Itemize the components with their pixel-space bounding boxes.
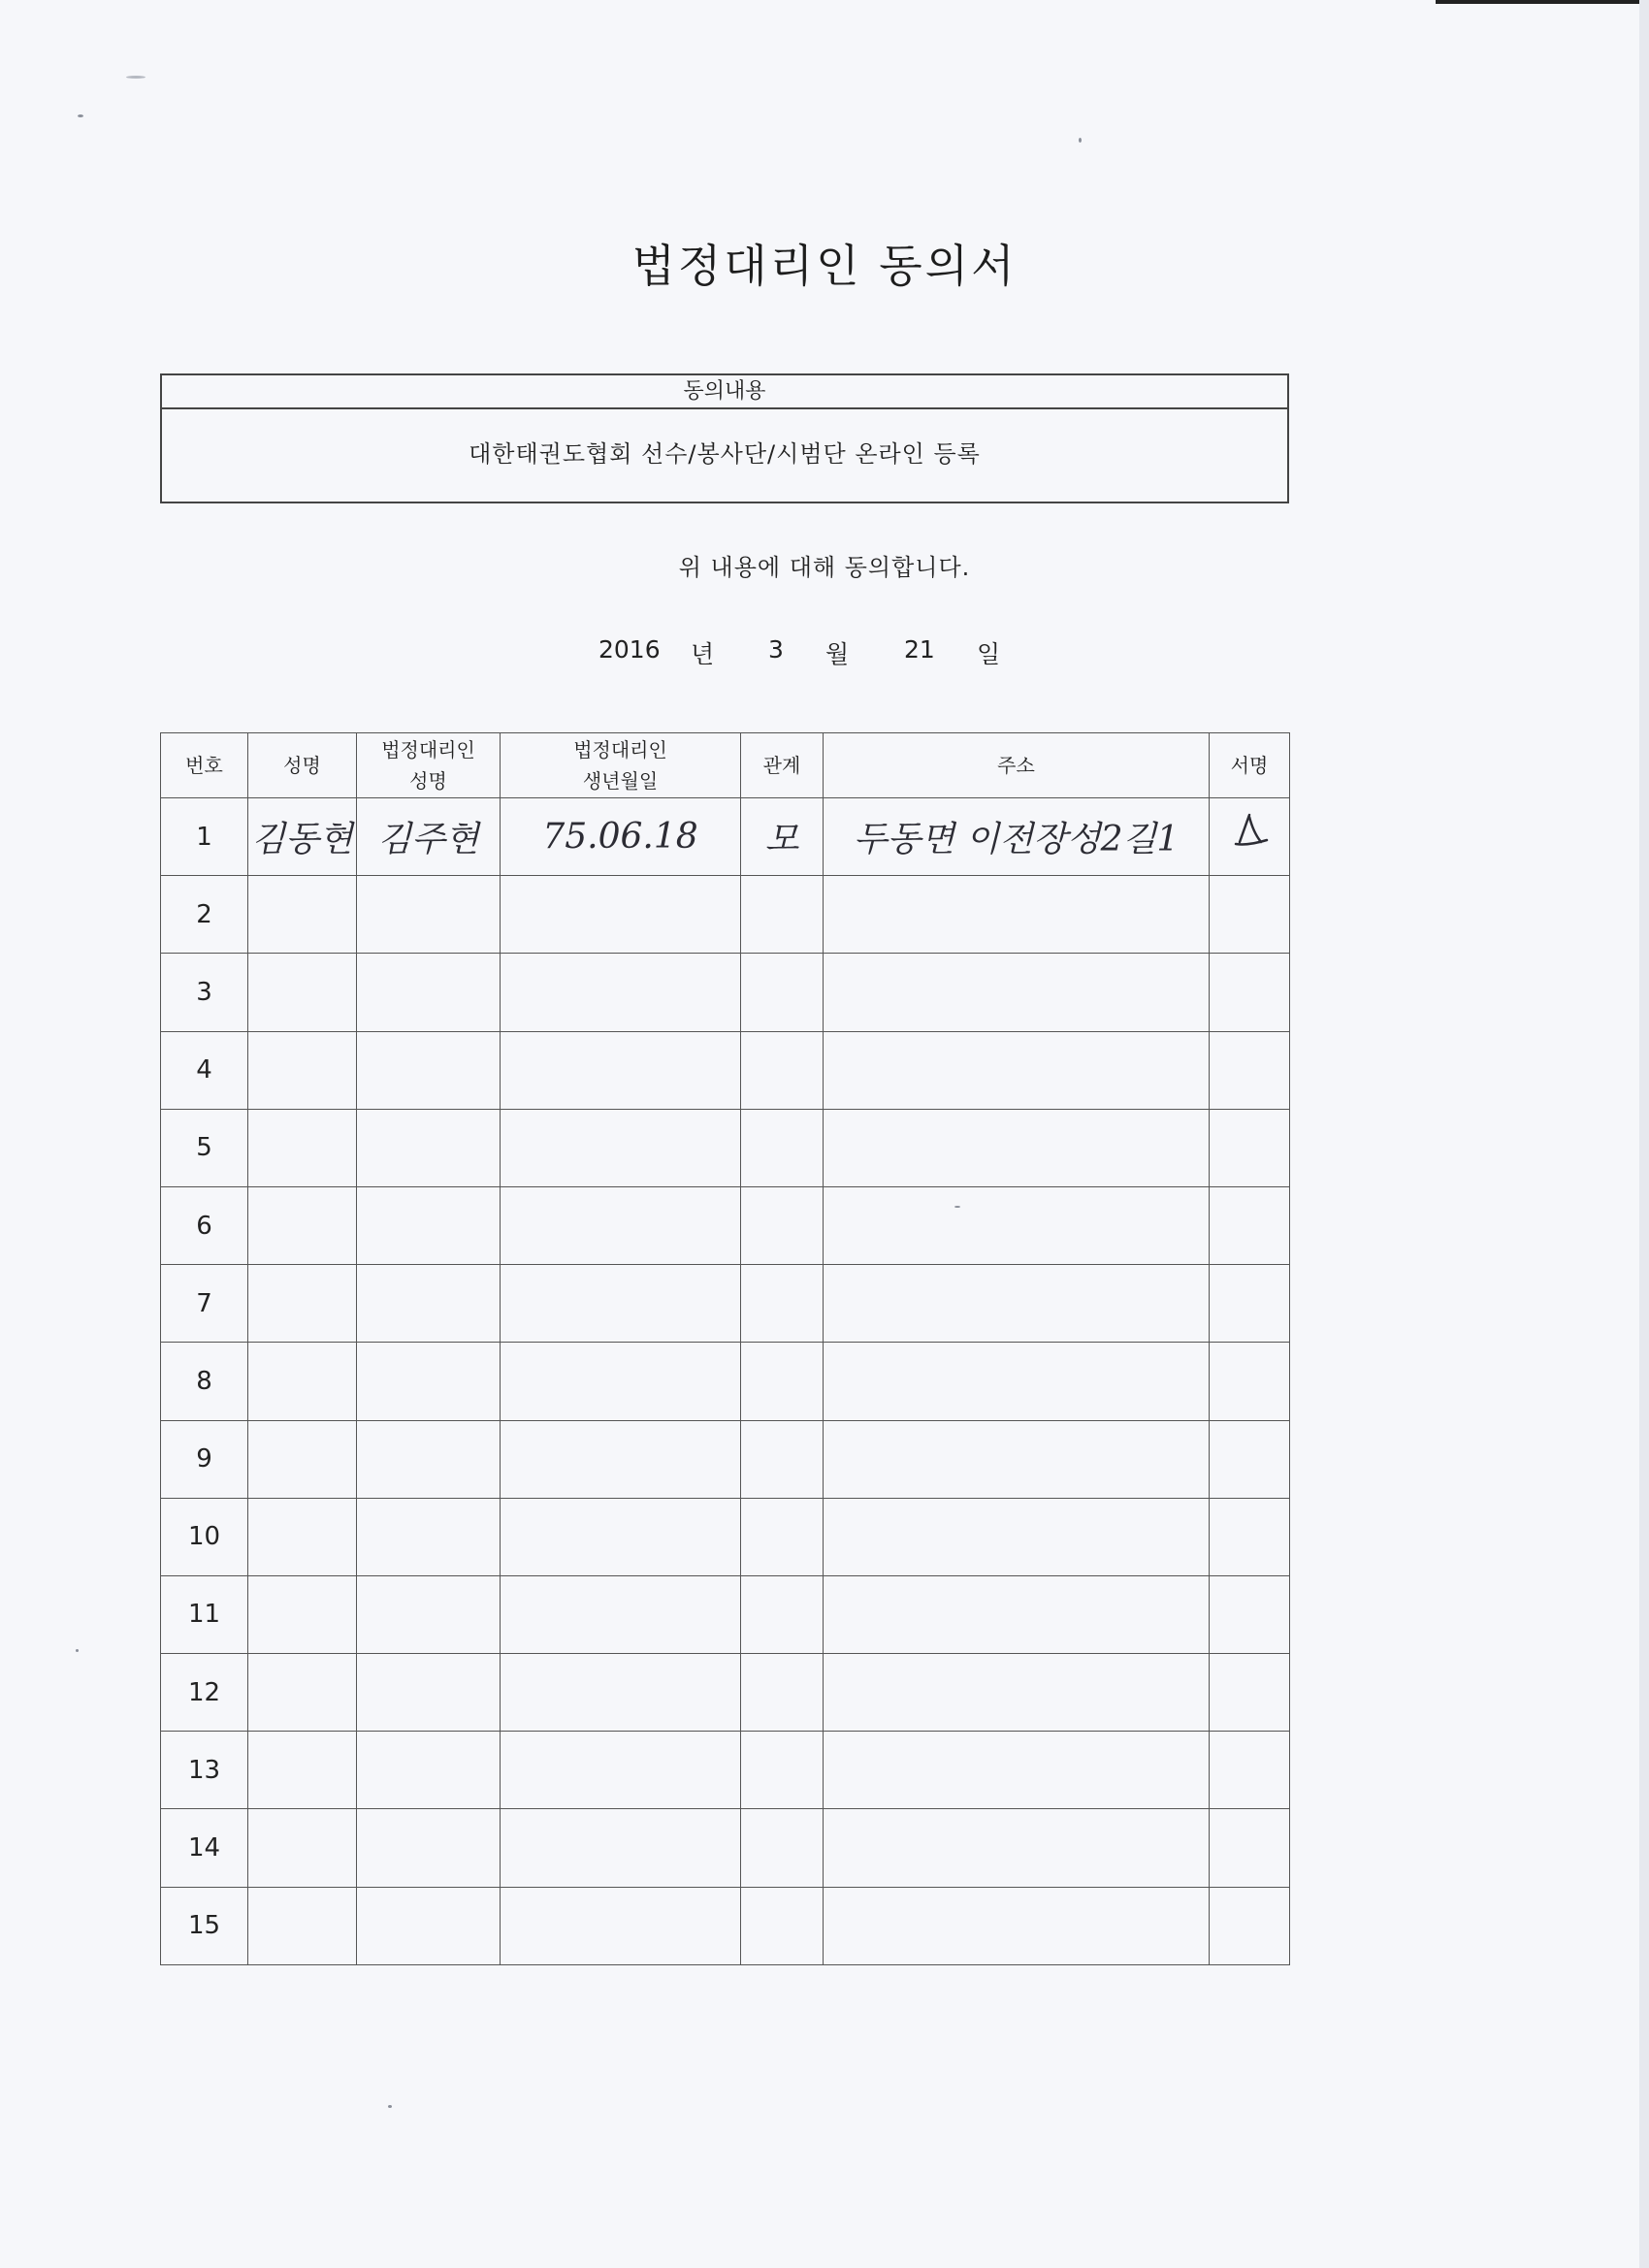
form-title: 법정대리인 동의서 xyxy=(631,240,1018,292)
cell-guardian-name xyxy=(357,876,501,954)
cell-guardian-birth xyxy=(501,1887,741,1964)
cell-number: 3 xyxy=(161,954,248,1031)
cell-signature xyxy=(1210,1809,1290,1887)
cell-name xyxy=(248,1031,357,1109)
cell-relation xyxy=(741,1109,824,1186)
header-relation: 관계 xyxy=(741,733,824,798)
cell-number: 7 xyxy=(161,1265,248,1343)
cell-guardian-name xyxy=(357,1809,501,1887)
cell-name xyxy=(248,954,357,1031)
scan-edge-top xyxy=(1436,0,1649,4)
table-body xyxy=(161,798,1290,1965)
cell-name xyxy=(248,1498,357,1575)
date-day: 21 xyxy=(904,635,935,664)
date-year-unit: 년 xyxy=(691,640,715,668)
cell-address xyxy=(824,1265,1210,1343)
cell-number: 13 xyxy=(161,1732,248,1809)
cell-number: 4 xyxy=(161,1031,248,1109)
cell-address xyxy=(824,1575,1210,1653)
cell-relation xyxy=(741,1887,824,1964)
guardian-registration-table xyxy=(160,732,1290,1965)
cell-guardian-birth xyxy=(501,1498,741,1575)
cell-number: 2 xyxy=(161,876,248,954)
cell-name xyxy=(248,1186,357,1264)
cell-signature xyxy=(1210,798,1290,876)
date-month: 3 xyxy=(768,635,784,664)
cell-signature xyxy=(1210,1732,1290,1809)
cell-guardian-name xyxy=(357,1186,501,1264)
cell-relation xyxy=(741,1031,824,1109)
cell-guardian-name xyxy=(357,1343,501,1420)
scan-speck xyxy=(76,1649,79,1652)
handwritten-name: 김동현 xyxy=(251,820,353,860)
cell-signature xyxy=(1210,1498,1290,1575)
cell-signature xyxy=(1210,1265,1290,1343)
header-address: 주소 xyxy=(824,733,1210,798)
table-row xyxy=(161,1109,1290,1186)
cell-number: 8 xyxy=(161,1343,248,1420)
cell-guardian-birth xyxy=(501,1732,741,1809)
cell-number: 10 xyxy=(161,1498,248,1575)
cell-address xyxy=(824,1887,1210,1964)
table-row xyxy=(161,1343,1290,1420)
cell-guardian-name xyxy=(357,1732,501,1809)
cell-guardian-name xyxy=(357,1031,501,1109)
cell-address xyxy=(824,798,1210,876)
cell-number: 1 xyxy=(161,798,248,876)
handwritten-guardian-birth: 75.06.18 xyxy=(542,817,698,858)
cell-relation xyxy=(741,1343,824,1420)
cell-address xyxy=(824,1109,1210,1186)
header-number: 번호 xyxy=(161,733,248,798)
cell-name xyxy=(248,1265,357,1343)
scan-speck xyxy=(388,2105,392,2108)
date-year: 2016 xyxy=(598,635,661,664)
table-row xyxy=(161,1575,1290,1653)
header-guardian-name-line1: 법정대리인 xyxy=(381,738,475,761)
table-row xyxy=(161,876,1290,954)
cell-address xyxy=(824,954,1210,1031)
cell-guardian-birth xyxy=(501,1809,741,1887)
cell-guardian-name xyxy=(357,1109,501,1186)
cell-guardian-name xyxy=(357,1265,501,1343)
handwritten-guardian-name: 김주현 xyxy=(377,820,479,860)
cell-signature xyxy=(1210,876,1290,954)
cell-signature xyxy=(1210,1109,1290,1186)
scan-speck xyxy=(78,114,83,117)
header-guardian-birth xyxy=(501,733,741,798)
handwritten-relation: 모 xyxy=(764,820,799,860)
cell-guardian-birth xyxy=(501,1265,741,1343)
table-row xyxy=(161,1654,1290,1732)
consent-header: 동의내용 xyxy=(162,375,1287,409)
date-month-unit: 월 xyxy=(825,640,850,668)
cell-address xyxy=(824,1031,1210,1109)
scan-edge-right xyxy=(1639,0,1649,2268)
table-header-row xyxy=(161,733,1290,798)
cell-number: 5 xyxy=(161,1109,248,1186)
header-name: 성명 xyxy=(248,733,357,798)
cell-relation xyxy=(741,1186,824,1264)
cell-address xyxy=(824,1809,1210,1887)
cell-guardian-birth xyxy=(501,1654,741,1732)
cell-relation xyxy=(741,798,824,876)
cell-number: 11 xyxy=(161,1575,248,1653)
cell-guardian-name xyxy=(357,1654,501,1732)
cell-guardian-birth xyxy=(501,1575,741,1653)
cell-name xyxy=(248,1809,357,1887)
header-signature: 서명 xyxy=(1210,733,1290,798)
cell-name xyxy=(248,798,357,876)
cell-relation xyxy=(741,1498,824,1575)
cell-number: 12 xyxy=(161,1654,248,1732)
cell-signature xyxy=(1210,1343,1290,1420)
cell-relation xyxy=(741,876,824,954)
table-row xyxy=(161,1031,1290,1109)
cell-guardian-birth xyxy=(501,1420,741,1498)
cell-number: 14 xyxy=(161,1809,248,1887)
cell-guardian-name xyxy=(357,1498,501,1575)
cell-relation xyxy=(741,1575,824,1653)
cell-relation xyxy=(741,1420,824,1498)
cell-signature xyxy=(1210,1031,1290,1109)
date-day-unit: 일 xyxy=(977,640,1001,668)
cell-guardian-name xyxy=(357,1420,501,1498)
header-guardian-name-line2: 성명 xyxy=(409,769,447,793)
cell-signature xyxy=(1210,1887,1290,1964)
consent-content-box xyxy=(160,373,1289,503)
signature-mark-icon xyxy=(1228,813,1271,852)
cell-guardian-birth xyxy=(501,1031,741,1109)
table-row xyxy=(161,1498,1290,1575)
cell-signature xyxy=(1210,1575,1290,1653)
cell-address xyxy=(824,1420,1210,1498)
cell-name xyxy=(248,1343,357,1420)
cell-address xyxy=(824,1343,1210,1420)
cell-name xyxy=(248,1887,357,1964)
table-row xyxy=(161,798,1290,876)
cell-address xyxy=(824,1186,1210,1264)
cell-number: 9 xyxy=(161,1420,248,1498)
cell-guardian-birth xyxy=(501,1109,741,1186)
cell-number: 6 xyxy=(161,1186,248,1264)
consent-content: 대한태권도협회 선수/봉사단/시범단 온라인 등록 xyxy=(469,440,981,468)
cell-guardian-birth xyxy=(501,876,741,954)
cell-relation xyxy=(741,1265,824,1343)
cell-address xyxy=(824,1498,1210,1575)
table-row xyxy=(161,1420,1290,1498)
header-guardian-name xyxy=(357,733,501,798)
cell-relation xyxy=(741,1732,824,1809)
cell-guardian-birth xyxy=(501,1343,741,1420)
table-row xyxy=(161,1809,1290,1887)
cell-guardian-birth xyxy=(501,798,741,876)
table-row xyxy=(161,954,1290,1031)
cell-relation xyxy=(741,1809,824,1887)
cell-address xyxy=(824,1732,1210,1809)
cell-signature xyxy=(1210,1654,1290,1732)
scan-speck xyxy=(126,76,146,79)
cell-number: 15 xyxy=(161,1887,248,1964)
cell-guardian-name xyxy=(357,954,501,1031)
cell-address xyxy=(824,876,1210,954)
cell-signature xyxy=(1210,1420,1290,1498)
cell-name xyxy=(248,1109,357,1186)
cell-name xyxy=(248,876,357,954)
header-guardian-birth-line1: 법정대리인 xyxy=(573,738,667,761)
handwritten-address: 두동면 이전장성2길1 xyxy=(853,820,1180,860)
table-row xyxy=(161,1265,1290,1343)
table-row xyxy=(161,1887,1290,1964)
cell-name xyxy=(248,1654,357,1732)
cell-guardian-birth xyxy=(501,1186,741,1264)
cell-name xyxy=(248,1420,357,1498)
cell-relation xyxy=(741,1654,824,1732)
cell-name xyxy=(248,1732,357,1809)
cell-guardian-name xyxy=(357,798,501,876)
table-row xyxy=(161,1186,1290,1264)
header-guardian-birth-line2: 생년월일 xyxy=(582,769,659,793)
table-row xyxy=(161,1732,1290,1809)
cell-guardian-name xyxy=(357,1887,501,1964)
cell-relation xyxy=(741,954,824,1031)
cell-name xyxy=(248,1575,357,1653)
cell-signature xyxy=(1210,954,1290,1031)
cell-address xyxy=(824,1654,1210,1732)
cell-signature xyxy=(1210,1186,1290,1264)
cell-guardian-name xyxy=(357,1575,501,1653)
cell-guardian-birth xyxy=(501,954,741,1031)
agreement-statement: 위 내용에 대해 동의합니다. xyxy=(678,554,971,581)
scan-speck xyxy=(1079,138,1082,143)
